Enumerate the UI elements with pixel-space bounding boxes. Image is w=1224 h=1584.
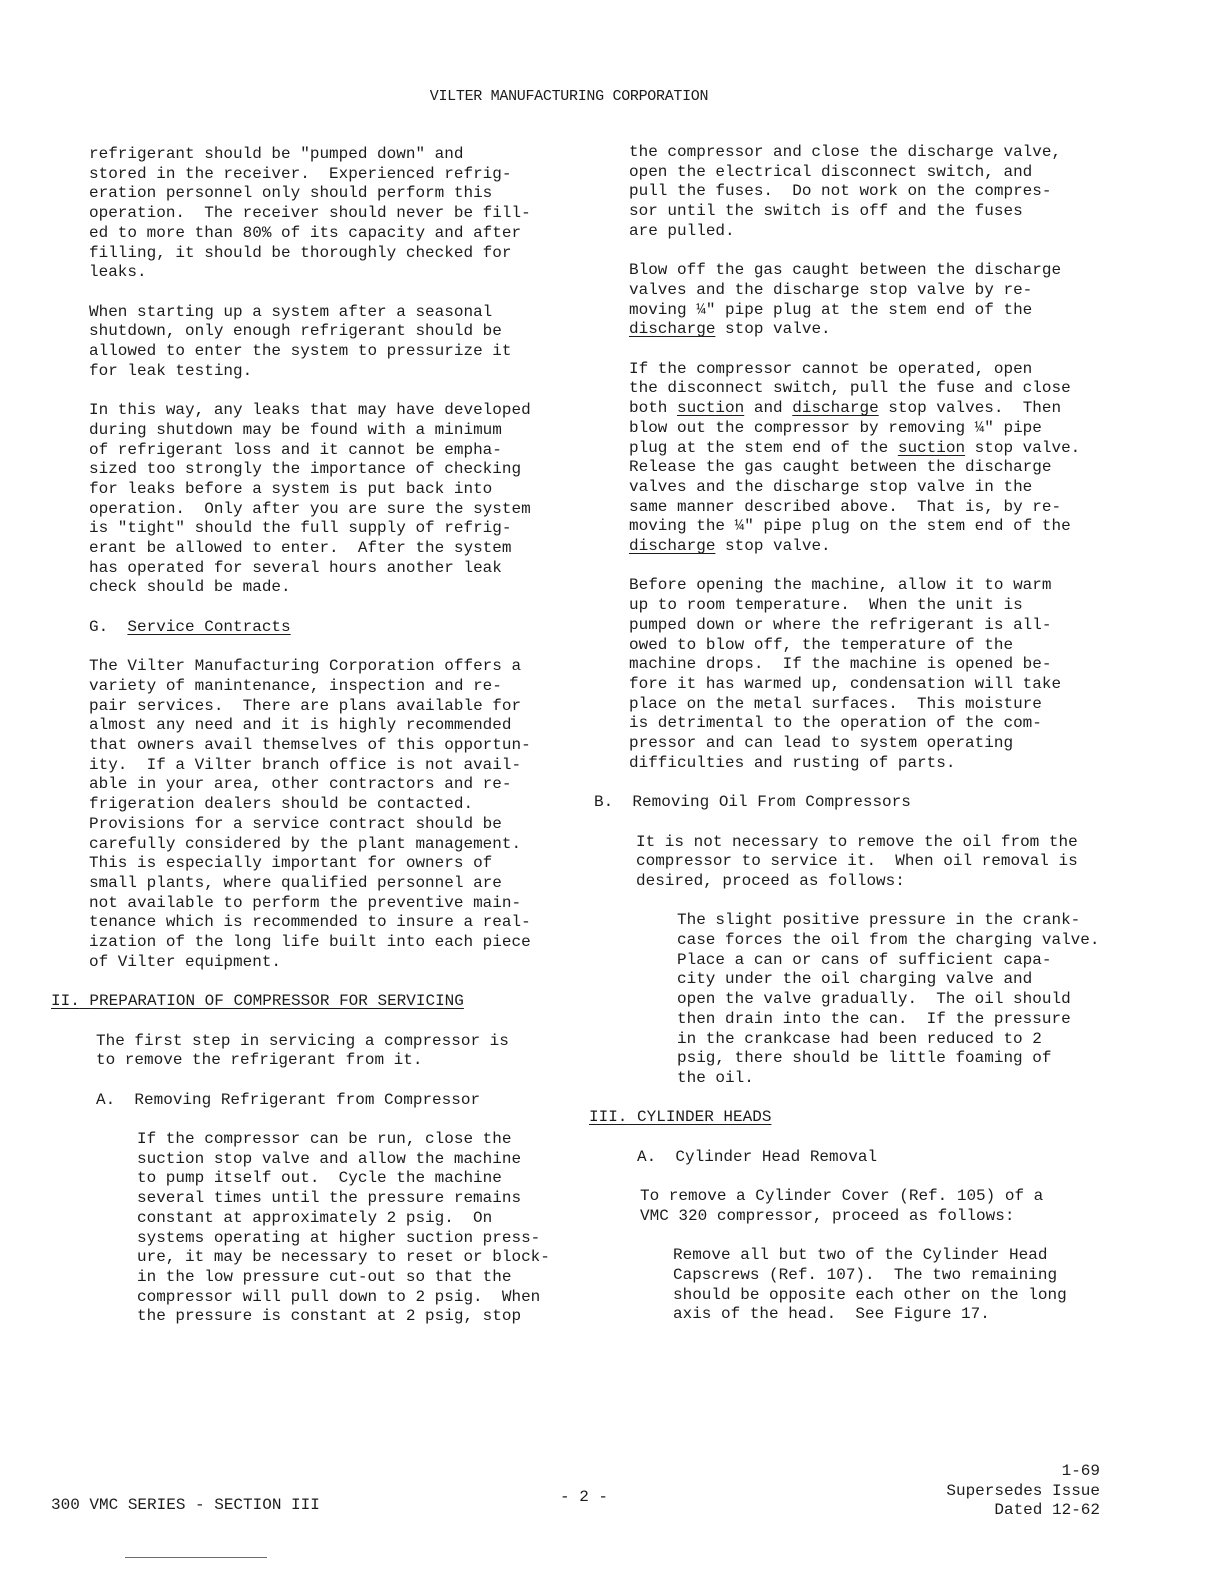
text-line: for leaks before a system is put back into [89, 479, 493, 498]
text-line: refrigerant should be "pumped down" and [89, 145, 464, 163]
text-line: frigeration dealers should be contacted. [89, 795, 474, 814]
text-line: blow out the compressor by removing ¼" pipe [629, 418, 1042, 437]
text-line: ure, it may be necessary to reset or block- [137, 1248, 550, 1267]
text-line: pumped down or where the refrigerant is all- [629, 615, 1052, 634]
subsection-label: G. [89, 617, 109, 636]
paragraph-lines [629, 360, 1129, 399]
paragraph [89, 657, 579, 972]
text-line: ed to more than 80% of its capacity and after [89, 223, 522, 242]
text-run: stop valve. [715, 320, 831, 339]
text-line: should be opposite each other on the long [673, 1285, 1067, 1304]
text-line: has operated for several hours another leak [89, 558, 502, 577]
text-line: moving the ¼" pipe plug on the stem end of the [629, 517, 1071, 536]
text-line: machine drops. If the machine is opened be- [629, 655, 1052, 674]
text-line: sor until the switch is off and the fuses [629, 202, 1023, 221]
text-line: If the compressor cannot be operated, open [629, 359, 1033, 378]
subsection-title: Service Contracts [127, 617, 291, 636]
text-line: is detrimental to the operation of the com- [629, 714, 1042, 733]
paragraph [629, 143, 1129, 242]
text-line: then drain into the can. If the pressure [677, 1009, 1071, 1028]
subsection-title: Removing Oil From Compressors [632, 793, 911, 812]
text-line: axis of the head. See Figure 17. [673, 1305, 990, 1324]
text-line: Remove all but two of the Cylinder Head [673, 1246, 1048, 1265]
text-line: able in your area, other contractors and re- [89, 775, 512, 794]
text-line: Release the gas caught between the discharge [629, 458, 1052, 477]
text-run: stop valves. Then [878, 399, 1062, 418]
text-line: erant be allowed to enter. After the system [89, 539, 512, 558]
text-line: allowed to enter the system to pressurize it [89, 342, 512, 361]
text-line: systems operating at higher suction press- [137, 1228, 541, 1247]
text-line: operation. The receiver should never be fill- [89, 204, 531, 223]
text-run: stop valve. [715, 537, 831, 556]
text-line: constant at approximately 2 psig. On [137, 1208, 493, 1227]
text-line: the oil. [677, 1068, 754, 1087]
left-column [51, 145, 579, 1327]
subsection-heading [89, 618, 579, 638]
text-line: This is especially important for owners of [89, 854, 493, 873]
text-line: the pressure is constant at 2 psig, stop [137, 1307, 522, 1326]
text-line: The slight positive pressure in the crank- [677, 911, 1081, 930]
subsection-label: A. [637, 1147, 657, 1166]
paragraph-lines [629, 458, 1129, 537]
underlined-term: suction [677, 399, 745, 418]
text-line: in the crankcase had been reduced to 2 [677, 1029, 1042, 1048]
text-line: VMC 320 compressor, proceed as follows: [640, 1206, 1015, 1225]
paragraph [137, 1130, 579, 1327]
text-line: up to room temperature. When the unit is [629, 596, 1023, 615]
text-line: for leak testing. [89, 361, 253, 380]
text-line: moving ¼" pipe plug at the stem end of the [629, 300, 1033, 319]
supersedes-note: Supersedes Issue [946, 1481, 1100, 1500]
text-line: It is not necessary to remove the oil from the [636, 832, 1078, 851]
text-line: Provisions for a service contract should be [89, 814, 502, 833]
paragraph [673, 1246, 1129, 1325]
paragraph [636, 833, 1129, 892]
underlined-term: discharge [792, 399, 879, 418]
section-heading [589, 1108, 1129, 1128]
text-line: to pump itself out. Cycle the machine [137, 1169, 502, 1188]
supersedes-date: Dated 12-62 [994, 1501, 1100, 1520]
section-title: CYLINDER HEADS [637, 1108, 772, 1127]
underlined-term: suction [897, 438, 966, 457]
text-line: open the electrical disconnect switch, and [629, 162, 1033, 181]
paragraph [677, 911, 1129, 1088]
text-line: to remove the refrigerant from it. [96, 1051, 423, 1070]
text-line: carefully considered by the plant management. [89, 834, 522, 853]
text-line: compressor to service it. When oil removal is [636, 852, 1078, 871]
text-line: are pulled. [629, 221, 735, 240]
text-line: fore it has warmed up, condensation will take [629, 674, 1062, 693]
text-run: stop valve. [965, 438, 1081, 457]
text-line: To remove a Cylinder Cover (Ref. 105) of a [640, 1187, 1044, 1206]
text-line: of Vilter equipment. [89, 952, 282, 971]
text-line: Before opening the machine, allow it to warm [629, 576, 1052, 595]
text-line: Blow off the gas caught between the discharge [629, 261, 1062, 280]
text-line: In this way, any leaks that may have developed [89, 401, 531, 420]
text-line: stored in the receiver. Experienced refrig- [89, 164, 512, 183]
text-line: tenance which is recommended to insure a real- [89, 913, 531, 932]
text-line: pull the fuses. Do not work on the compres- [629, 182, 1052, 201]
footer-rule [125, 1557, 267, 1558]
text-line: place on the metal surfaces. This moisture [629, 694, 1042, 713]
text-run: both [629, 399, 678, 418]
footer-series: 300 VMC SERIES - SECTION III [51, 1496, 320, 1514]
text-line: pair services. There are plans available for [89, 696, 522, 715]
paragraph [96, 1032, 579, 1071]
subsection-label: A. [96, 1090, 116, 1109]
text-line: during shutdown may be found with a minimum [89, 420, 502, 439]
subsection-heading [637, 1148, 1129, 1168]
section-title: PREPARATION OF COMPRESSOR FOR SERVICING [89, 992, 464, 1011]
subsection-title: Cylinder Head Removal [675, 1147, 878, 1166]
revision-date: 1-69 [1061, 1462, 1100, 1480]
paragraph [640, 1187, 1129, 1226]
text-line: filling, it should be thoroughly checked for [89, 243, 512, 262]
footer-revision [946, 1462, 1100, 1521]
paragraph [89, 401, 579, 598]
text-line: Place a can or cans of sufficient capa- [677, 950, 1052, 969]
text-line: valves and the discharge stop valve by re- [629, 280, 1033, 299]
paragraph [89, 145, 579, 283]
text-line: that owners avail themselves of this opportun- [89, 736, 531, 755]
paragraph [89, 303, 579, 382]
paragraph-lines [629, 261, 1129, 320]
text-line: pressor and can lead to system operating [629, 734, 1014, 753]
text-line: almost any need and it is highly recommended [89, 716, 512, 735]
text-line: leaks. [89, 263, 147, 282]
text-line: psig, there should be little foaming of [677, 1049, 1052, 1068]
text-line: the compressor and close the discharge valve, [629, 143, 1062, 161]
text-line: The Vilter Manufacturing Corporation offers a [89, 657, 522, 676]
text-line: same manner described above. That is, by re- [629, 497, 1062, 516]
text-line: If the compressor can be run, close the [137, 1130, 512, 1149]
subsection-heading [594, 793, 1129, 813]
underlined-term: discharge [629, 320, 716, 339]
text-line: operation. Only after you are sure the system [89, 499, 531, 518]
text-line: desired, proceed as follows: [636, 871, 905, 890]
text-line: several times until the pressure remains [137, 1189, 522, 1208]
text-line: The first step in servicing a compressor is [96, 1031, 509, 1050]
text-line: ization of the long life built into each piece [89, 933, 531, 952]
text-line: Capscrews (Ref. 107). The two remaining [673, 1265, 1058, 1284]
text-line: open the valve gradually. The oil should [677, 990, 1071, 1009]
text-line: the disconnect switch, pull the fuse and close [629, 379, 1071, 398]
subsection-heading [96, 1091, 579, 1111]
text-line: in the low pressure cut-out so that the [137, 1267, 512, 1286]
text-line: shutdown, only enough refrigerant should be [89, 322, 502, 341]
underlined-term: discharge [629, 537, 716, 556]
text-line: case forces the oil from the charging valve. [677, 931, 1100, 950]
text-line: eration personnel only should perform this [89, 184, 493, 203]
paragraph [629, 576, 1129, 773]
text-line: of refrigerant loss and it cannot be empha- [89, 440, 502, 459]
text-line: not available to perform the preventive main- [89, 893, 522, 912]
paragraph [629, 261, 1129, 340]
section-heading [51, 992, 579, 1012]
right-column [589, 143, 1129, 1325]
paragraph [629, 360, 1129, 557]
text-line: sized too strongly the importance of checking [89, 460, 522, 479]
text-line: is "tight" should the full supply of refrig- [89, 519, 512, 538]
text-line: When starting up a system after a seasonal [89, 302, 493, 321]
text-line: variety of manintenance, inspection and re- [89, 676, 502, 695]
text-line: suction stop valve and allow the machine [137, 1149, 522, 1168]
section-label: II. [51, 992, 80, 1011]
page-number: - 2 - [560, 1488, 609, 1506]
text-run: plug at the stem end of the [629, 438, 898, 457]
text-line: valves and the discharge stop valve in the [629, 477, 1033, 496]
text-line: difficulties and rusting of parts. [629, 753, 956, 772]
subsection-label: B. [594, 793, 614, 812]
text-run: and [744, 399, 793, 418]
text-line: check should be made. [89, 578, 291, 597]
text-line: city under the oil charging valve and [677, 970, 1033, 989]
text-line: owed to blow off, the temperature of the [629, 635, 1014, 654]
text-line: small plants, where qualified personnel are [89, 873, 502, 892]
section-label: III. [589, 1108, 628, 1127]
text-line: ity. If a Vilter branch office is not avail- [89, 755, 522, 774]
subsection-title: Removing Refrigerant from Compressor [134, 1090, 481, 1109]
text-line: compressor will pull down to 2 psig. When [137, 1287, 541, 1306]
page-header: VILTER MANUFACTURING CORPORATION [429, 88, 709, 105]
